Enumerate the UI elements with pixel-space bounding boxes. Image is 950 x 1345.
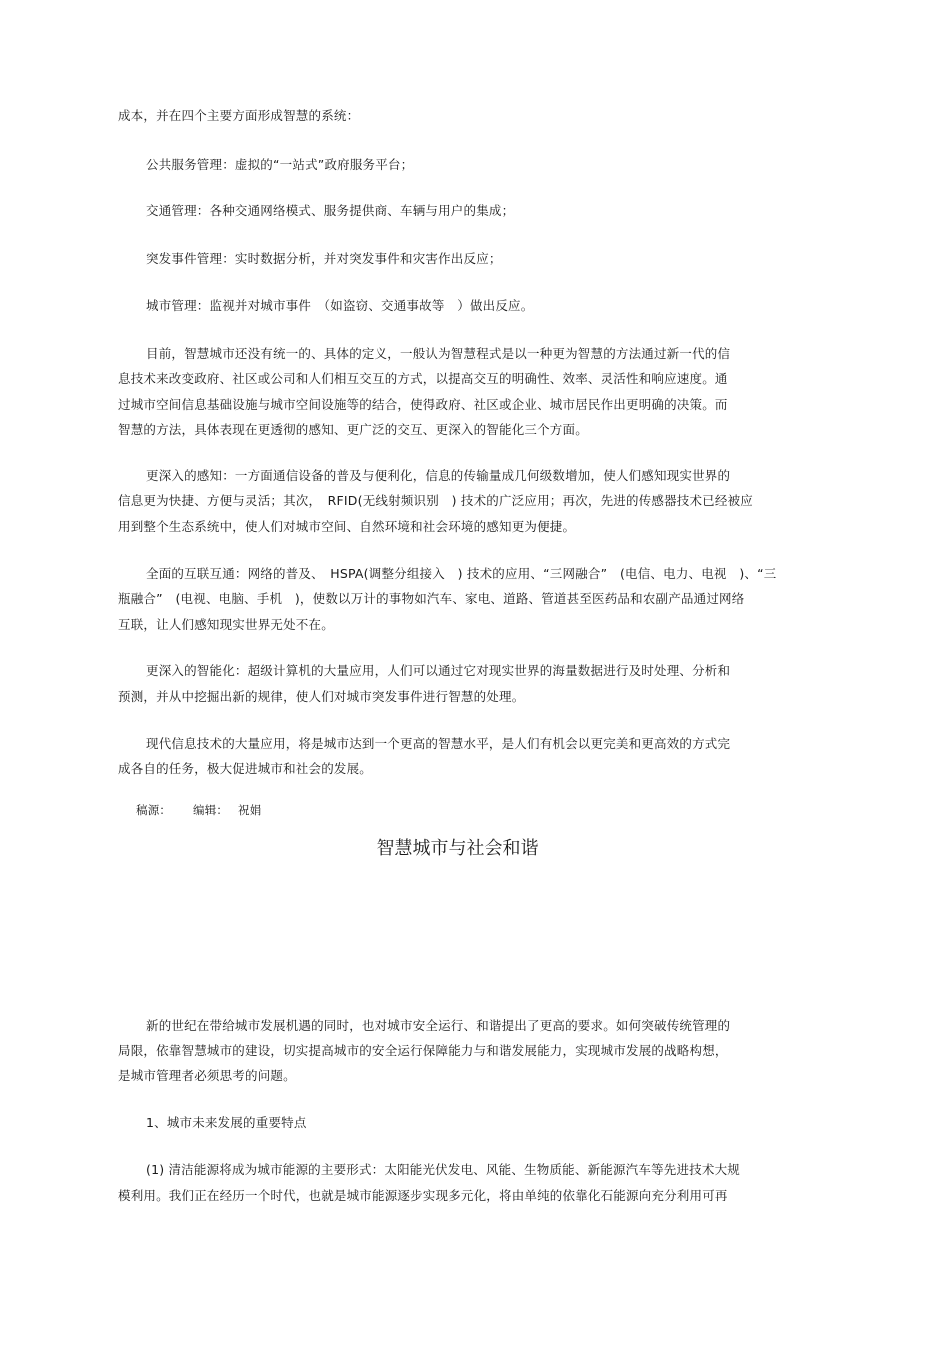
paragraph-definition-line: 智慧的方法，具体表现在更透彻的感知、更广泛的交互、更深入的智能化三个方面。 — [118, 422, 588, 437]
paragraph-definition-line: 息技术来改变政府、社区或公司和人们相互交互的方式，以提高交互的明确性、效率、灵活性和响应速度。通 — [118, 371, 728, 386]
paragraph-intelligence-line: 预测，并从中挖掘出新的规律，使人们对城市突发事件进行智慧的处理。 — [118, 689, 525, 704]
list-item-public-service: 公共服务管理：虚拟的“一站式”政府服务平台； — [146, 157, 414, 172]
paragraph-definition-line: 目前，智慧城市还没有统一的、具体的定义，一般认为智慧程式是以一种更为智慧的方法通过新一代的信 — [146, 346, 731, 361]
paragraph-perception-line: 信息更为快捷、方便与灵活；其次， RFID(无线射频识别 ) 技术的广泛应用；再次，先进的传感器技术已经被应 — [118, 493, 753, 508]
paragraph-energy-line: (1) 清洁能源将成为城市能源的主要形式：太阳能光伏发电、风能、生物质能、新能源汽车等先进技术大规 — [146, 1162, 740, 1177]
list-item-traffic: 交通管理：各种交通网络模式、服务提供商、车辆与用户的集成； — [146, 203, 515, 218]
paragraph-intro2-line: 是城市管理者必须思考的问题。 — [118, 1068, 296, 1083]
article-title: 智慧城市与社会和谐 — [376, 838, 539, 859]
editor-name: 祝娟 — [238, 803, 262, 817]
paragraph-definition-line: 过城市空间信息基础设施与城市空间设施等的结合，使得政府、社区或企业、城市居民作出更明确的决策。而 — [118, 397, 728, 412]
paragraph-perception-line: 更深入的感知：一方面通信设备的普及与便利化，信息的传输量成几何级数增加，使人们感知现实世界的 — [146, 468, 731, 483]
paragraph-perception-line: 用到整个生态系统中，使人们对城市空间、自然环境和社会环境的感知更为便捷。 — [118, 519, 576, 534]
paragraph-intelligence-line: 更深入的智能化：超级计算机的大量应用，人们可以通过它对现实世界的海量数据进行及时处理、分析和 — [146, 663, 731, 678]
section-heading: 1、城市未来发展的重要特点 — [146, 1115, 307, 1130]
source-label: 稿源： — [136, 803, 172, 817]
paragraph-conclusion-line: 成各自的任务，极大促进城市和社会的发展。 — [118, 761, 373, 776]
paragraph-intro2-line: 新的世纪在带给城市发展机遇的同时，也对城市安全运行、和谐提出了更高的要求。如何突破传统管理的 — [146, 1018, 731, 1033]
paragraph-conclusion-line: 现代信息技术的大量应用，将是城市达到一个更高的智慧水平，是人们有机会以更完美和更高效的方式完 — [146, 736, 731, 751]
paragraph-interconnection-line: 全面的互联互通：网络的普及、 HSPA(调整分组接入 ) 技术的应用、“三网融合” (电信、电力、电视 )、“三 — [146, 566, 777, 581]
list-item-city-management: 城市管理：监视并对城市事件 （如盗窃、交通事故等 ）做出反应。 — [146, 298, 534, 313]
editor-label: 编辑： — [193, 803, 229, 817]
list-item-emergency: 突发事件管理：实时数据分析，并对突发事件和灾害作出反应； — [146, 251, 502, 266]
paragraph-interconnection-line: 互联，让人们感知现实世界无处不在。 — [118, 617, 334, 632]
paragraph-interconnection-line: 瓶融合” (电视、电脑、手机 )，使数以万计的事物如汽车、家电、道路、管道甚至医药品和农副产品通过网络 — [118, 591, 745, 606]
paragraph-intro-line: 成本，并在四个主要方面形成智慧的系统： — [118, 108, 360, 123]
paragraph-intro2-line: 局限，依靠智慧城市的建设，切实提高城市的安全运行保障能力与和谐发展能力，实现城市发展的战略构想， — [118, 1043, 728, 1058]
paragraph-energy-line: 模利用。我们正在经历一个时代，也就是城市能源逐步实现多元化，将由单纯的依靠化石能源向充分利用可再 — [118, 1188, 728, 1203]
